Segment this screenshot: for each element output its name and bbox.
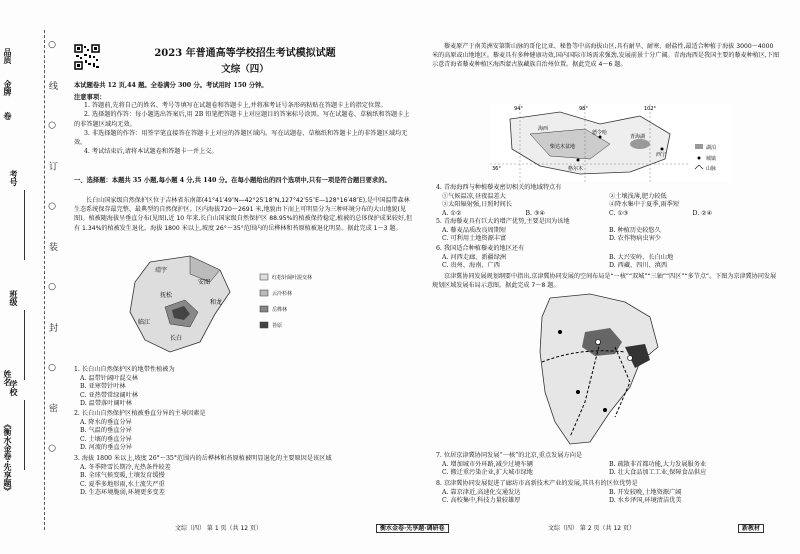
question-3 [74,455,414,498]
exam-subtitle: 文综（四） [221,64,269,75]
field-school: 学校 [9,380,18,396]
field-name: 姓名 [3,370,12,386]
footer-edition-tag [738,523,764,532]
option-a[interactable]: A. 河西走廊、新疆绿洲 [442,253,507,261]
binding-strip [0,0,62,554]
lat-36: 36° [492,166,501,172]
notice-item: 4. 考试结束后,请将本试题卷和答题卡一并上交。 [84,148,218,156]
label-qinghai-lake: 青海湖 [630,134,646,140]
city-xining: 西宁 [656,152,667,158]
notice-item: 2. 选择题的作答：每小题选出答案后,用 2B 铅笔把答题卡上对应题目的答案标号涂黑。写在试题卷、草稿纸和答题卡上的非答题区域均无效。 [74,111,410,128]
field-exam-number: 考号 [9,170,18,186]
option-b[interactable]: B. 大兴安岭、长白山地 [609,253,674,261]
footer-page-right: 文综（四） 第 2 页（共 12 页） [548,525,635,532]
question-stem: 8. 京津冀协同发展促进了廊坊市高新技术产业的发展,其具有的区位优势是 [436,480,638,487]
option-b[interactable]: B. 全球气候变暖,土壤发育缓慢 [80,472,165,480]
legend-birch: 岳桦林 [272,307,288,313]
question-2 [74,410,404,453]
legend-tundra: 苔原 [272,323,283,329]
series-label: 《衡水金卷·先享题》 [3,420,12,496]
field-class-box[interactable] [24,310,38,380]
field-class: 班级 [9,290,18,306]
question-7 [436,452,776,478]
notice-heading: 注意事项： [74,94,106,101]
option-d[interactable]: D. 河流的垂直分异 [80,444,132,452]
field-school-box[interactable] [24,400,38,470]
footer-page-left: 文综（四） 第 1 页（共 12 页） [175,525,262,532]
option-d[interactable]: D. 生态环境脆弱,环境更多变差 [80,489,165,497]
exam-meta: 本试题卷共 12 页,44 题。全卷满分 300 分。考试用时 150 分钟。 [74,82,268,89]
field-exam-number-box[interactable] [24,190,38,260]
option-c[interactable]: C. 高校集中,科技力量较雄厚 [442,497,521,505]
option-a[interactable]: A. ①② [442,209,462,217]
region-linjiang: 临江 [138,319,151,326]
option-d[interactable]: D. 西藏、四川、滇西 [609,262,668,270]
edition-tag: 新教材 [738,524,764,533]
notice-item: 3. 非选择题的作答：用签字笔直接答在答题卡上对应的答题区域内。写在试题卷、草稿纸和答题卡上的非答题区域均无效。 [74,129,408,147]
legend-mixed-forest: 红松针阔叶混交林 [272,275,313,281]
statement-2: ②土壤浅薄,肥力较低 [609,192,667,200]
option-c[interactable]: C. 亚热带常绿阔叶林 [80,391,138,399]
question-stem: 7. 位居京津冀协同发展“一核”的北京,重点发展方向是 [436,452,583,459]
lon-98: 98° [579,106,588,112]
city-golmud: 格尔木 [568,166,584,172]
label-haixi: 海西 [538,126,549,132]
question-stem: 5. 青海藜麦具有巨大的增产优势,主要是因为该地 [436,218,570,225]
region-helong: 和龙 [210,299,223,306]
region-antu: 安图 [198,279,211,286]
option-b[interactable]: B. 疏散非首都功能,大力发展服务业 [609,460,707,468]
option-a[interactable]: A. 增加城市外环路,减少过境车辆 [442,460,533,468]
label-quality: 品质 [3,48,12,64]
question-8 [436,480,776,506]
legend-spruce-fir: 云冷杉林 [272,291,293,297]
passage-changbaishan: 长白山国家级自然保护区位于吉林省东南部(41°41′49″N—42°25′18″N,127°42′55″E—128°16′48″E),是中国温带森林生态系统保存最完整、最典型的自然保护区。区内海拔720～2691 米,地貌由下而上可明显分为三种环境分布的大山地貌(见图)。植被随海拔呈垂直分布(见图),近 10 年来,长白山国家级自然保护区 88.95%的植被保持稳定,植被的总体保护成果较好,但有 1.34%的植被发生退化。海拔 1800 米以上,坡度 26°～35°范围内的岳桦林和苔原植被退化明显。据此完成 1～3 题。 [74,197,413,232]
question-stem: 3. 海拔 1800 米以上,坡度 26°～35°范围内的岳桦林和苔原植被明显退化的主要原因是该区域 [74,455,332,462]
region-fusong: 抚松 [160,292,173,299]
region-jingyu: 靖宇 [155,267,168,274]
option-d[interactable]: D. 农作物病虫害少 [609,235,661,243]
notice-list [74,101,414,157]
series-tag: 衡水金卷·先享题·调研卷 [376,524,449,533]
notice-item: 1. 答题前,先将自己的姓名、考号等填写在试题卷和答题卡上,并将准考证号条形码粘贴在答题卡上的指定位置。 [84,102,387,109]
jingjinji-map [530,292,670,452]
question-stem: 6. 我国适合种植藜麦的地区还有 [436,245,525,252]
question-stem: 2. 长白山自然保护区植被垂直分异的主导因素是 [74,410,206,417]
passage-quinoa: 藜麦原产于南美洲安第斯山脉的哥伦比亚、秘鲁等中高海拔山区,具有耐旱、耐寒、耐盐性,最适合种植于海拔 3000～4000 米的高原或山地地区。藜麦具有多种健康功效,国内国际市场需求强劲,发展前景十分广阔。青海海西是我国主要的藜麦种植区,下图示意青海省藜麦种植区海西蒙古族藏族自治州位置。据此完成 4～6 题。 [432,43,780,69]
option-b[interactable]: B. 亚寒带针叶林 [80,383,126,391]
option-a[interactable]: A. 冬季降雪长期冷,光热条件较差 [80,463,171,471]
option-c[interactable]: C. 可利用土地资源丰富 [442,235,507,243]
question-4 [436,184,776,218]
exam-title: 2023 年普通高等学校招生考试模拟试题 [154,48,336,59]
option-c[interactable]: C. 贵州、海南、广西 [442,262,500,270]
option-d[interactable]: D. ②④ [692,209,713,217]
binding-dashed-line [44,30,45,530]
option-b[interactable]: B. 气温的垂直分异 [80,427,132,435]
lon-94: 94° [514,106,523,112]
lon-102: 102° [644,106,657,112]
option-b[interactable]: B. 种植历史较悠久 [609,226,661,234]
legend-lake: 湖泊 [706,145,717,151]
option-c[interactable]: C. ①③ [609,209,629,217]
question-5 [436,218,776,244]
option-a[interactable]: A. 降水的垂直分异 [80,418,132,426]
statement-4: ④降水集中于夏季,雨季短 [609,201,680,209]
option-d[interactable]: D. 壮大食品加工工业,保障食品供应 [609,469,707,477]
legend-mountain: 山脉 [706,166,717,172]
passage-jingjinji: 京津冀协同发展规划纲要中指出,京津冀协同发展的空间布局是“一核”“双城”“三轴”“四区”“多节点”。下图为京津冀协同发展规划区域发展布局示意图。据此完成 7～8 题。 [432,273,777,290]
option-a[interactable]: A. 靠京津近,高速化交通发达 [442,488,521,496]
city-delingha: 德令哈 [592,130,608,136]
label-paper: 卷 [3,112,12,120]
option-c[interactable]: C. 搬迁重污染企业,扩大城市绿地 [442,469,533,477]
statement-1: ①气候温凉,昼夜温差大 [442,192,506,200]
question-stem: 4. 青海海西与种植藜麦密切相关的地域特点有 [436,184,562,191]
qr-code-icon [74,44,100,70]
question-1 [74,366,404,409]
question-6 [436,245,776,271]
region-changbai: 长白 [170,335,183,342]
option-c[interactable]: C. 夏季多地形雨,水土流失严重 [80,480,165,488]
option-b[interactable]: B. 开发较晚,土地资源广阔 [609,488,682,496]
section-heading: 一、选择题：本题共 35 小题,每小题 4 分,共 140 分。在每小题给出的四个选项中,只有一项是符合题目要求的。 [74,177,391,184]
label-qaidam-basin: 柴达木盆地 [550,144,576,150]
option-d[interactable]: D. 水乡泽国,环境清洁优美 [609,497,682,505]
legend-city: 城镇 [706,156,717,162]
option-d[interactable]: D. 温带落叶阔叶林 [80,400,132,408]
option-a[interactable]: A. 藜麦品质改良周期短 [442,226,507,234]
question-stem: 1. 长白山自然保护区的地带性植被为 [74,366,175,373]
footer-series-tag [376,523,449,532]
option-a[interactable]: A. 温带针阔叶混交林 [80,374,138,382]
qinghai-haixi-map [490,104,730,182]
binding-line-text: ○ 线 ○ 订 ○ 装 ○ 封 ○ 密 ○ [47,40,57,468]
option-b[interactable]: B. ③④ [525,209,546,217]
option-c[interactable]: C. 土壤的垂直分异 [80,435,132,443]
changbaishan-map [110,252,360,360]
label-gold: 金牌 [3,80,12,96]
statement-3: ③太阳辐射强,日照时间长 [442,201,513,209]
